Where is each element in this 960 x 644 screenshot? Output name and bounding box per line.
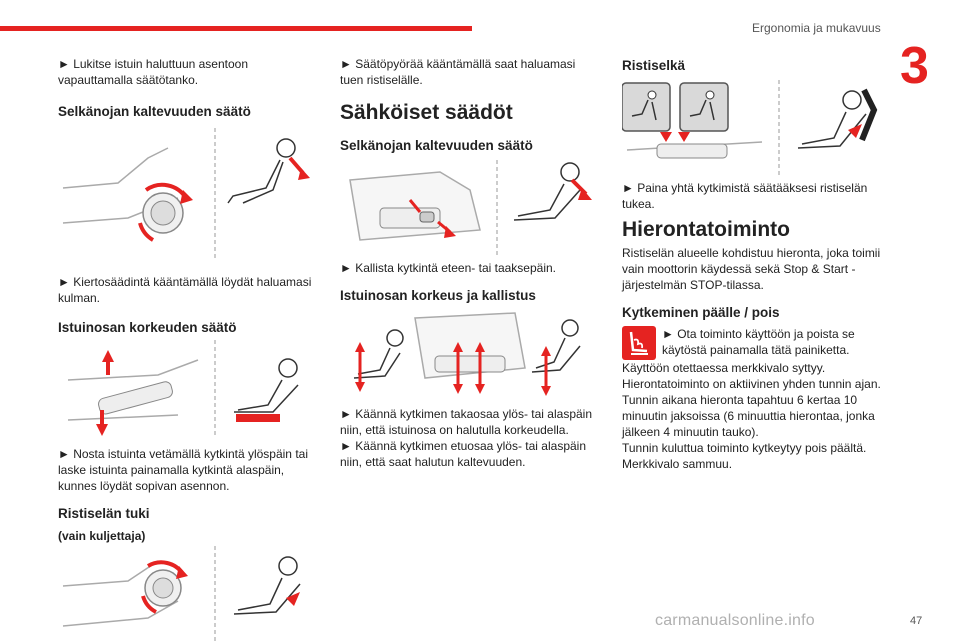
col2-height-tilt-text-2: ► Käännä kytkimen etuosaa ylös- tai alaspäin niin, että saat halutun kaltevuuden.	[340, 439, 587, 469]
heading-backrest-manual: Selkänojan kaltevuuden säätö	[58, 104, 251, 119]
col1-intro: ► Lukitse istuin haluttuun asentoon vapauttamalla säätötanko.	[58, 57, 249, 87]
lumbar-switch-illustration	[622, 80, 882, 178]
heading-electric-adjustments: Sähköiset säädöt	[340, 101, 513, 124]
col3-on-off-text-5: Tunnin kuluttua toiminto kytkeytyy pois päältä. Merkkivalo sammuu.	[622, 441, 867, 471]
heading-on-off: Kytkeminen päälle / pois	[622, 305, 780, 320]
section-title: Ergonomia ja mukavuus	[752, 21, 881, 35]
backrest-switch-illustration	[340, 160, 600, 258]
chapter-number: 3	[900, 37, 929, 95]
heading-backrest-electric: Selkänojan kaltevuuden säätö	[340, 138, 533, 153]
backrest-knob-illustration	[58, 128, 318, 263]
heading-lumbar-manual: Ristiselän tuki	[58, 506, 150, 521]
col2-intro: ► Säätöpyörää kääntämällä saat haluamasi tuen ristiselälle.	[340, 57, 576, 87]
watermark: carmanualsonline.info	[655, 612, 815, 629]
lumbar-driver-only-note: (vain kuljettaja)	[58, 529, 146, 543]
col3-on-off-text-3: Hierontatoiminto on aktiivinen yhden tunnin ajan.	[622, 377, 881, 391]
heading-massage: Hierontatoiminto	[622, 218, 790, 241]
lumbar-knob-illustration	[58, 546, 318, 644]
column-3	[622, 56, 887, 476]
heading-seat-height: Istuinosan korkeuden säätö	[58, 320, 237, 335]
massage-button-icon	[622, 326, 656, 360]
column-2	[340, 56, 605, 496]
col3-massage-text: Ristiselän alueelle kohdistuu hieronta, joka toimii vain moottorin käydessä sekä Stop & Start -järjestelmän STOP-tilassa.	[622, 246, 881, 292]
seat-height-lever-illustration	[58, 340, 318, 438]
col1-backrest-text: ► Kiertosäädintä kääntämällä löydät haluamasi kulman.	[58, 275, 312, 305]
col2-backrest-text: ► Kallista kytkintä eteen- tai taaksepäin.	[340, 261, 556, 275]
col1-seat-height-text: ► Nosta istuinta vetämällä kytkintä ylöspäin tai laske istuinta painamalla kytkintä alaspäin, kunnes löydät sopivan asennon.	[58, 447, 308, 493]
page-number: 47	[910, 615, 923, 627]
col3-on-off-text-4: Tunnin aikana hieronta tapahtuu 6 kertaa 10 minuutin jaksoissa (6 minuuttia hierontaa, jonka jälkeen 4 minuutin tauko).	[622, 393, 875, 439]
col2-height-tilt-text-1: ► Käännä kytkimen takaosaa ylös- tai alaspäin niin, että istuinosa on halutulla korkeudella.	[340, 407, 593, 437]
column-1	[58, 56, 323, 596]
heading-lumbar-electric: Ristiselkä	[622, 58, 686, 73]
height-tilt-switch-illustration	[340, 308, 600, 398]
heading-height-tilt: Istuinosan korkeus ja kallistus	[340, 288, 536, 303]
col3-on-off-text-2: Käyttöön otettaessa merkkivalo syttyy.	[622, 361, 826, 375]
col3-on-off-text-1: ► Ota toiminto käyttöön ja poista se käytöstä painamalla tätä painiketta.	[662, 327, 855, 357]
col3-lumbar-text: ► Paina yhtä kytkimistä säätääksesi ristiselän tukea.	[622, 181, 868, 211]
header-accent-bar	[0, 26, 472, 31]
